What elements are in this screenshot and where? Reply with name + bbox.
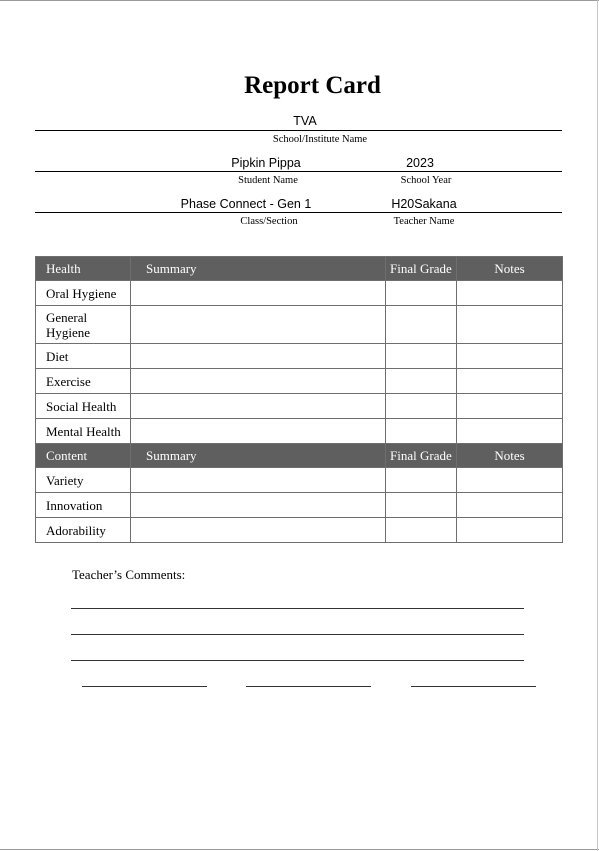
student-row-underline [35, 171, 562, 172]
table-row [36, 344, 563, 369]
header-cell: Notes [457, 444, 563, 468]
notes-cell[interactable] [457, 394, 563, 419]
page-right-border [597, 0, 598, 851]
summary-cell[interactable] [131, 419, 386, 444]
category-cell: Oral Hygiene [36, 281, 131, 306]
signature-line[interactable] [246, 686, 371, 687]
grade-cell[interactable] [386, 419, 457, 444]
category-cell: Diet [36, 344, 131, 369]
summary-cell[interactable] [131, 369, 386, 394]
category-cell: Adorability [36, 518, 131, 543]
signature-line[interactable] [82, 686, 207, 687]
category-cell: Mental Health [36, 419, 131, 444]
school-name-label: School/Institute Name [272, 134, 368, 145]
teacher-comments-label: Teacher’s Comments: [72, 567, 186, 582]
signature-line[interactable] [411, 686, 536, 687]
page-top-border [0, 0, 599, 1]
header-cell: Notes [457, 257, 563, 281]
table-row [36, 493, 563, 518]
summary-cell[interactable] [131, 281, 386, 306]
category-cell: Variety [36, 468, 131, 493]
health-header-row [36, 257, 563, 281]
grade-cell[interactable] [386, 394, 457, 419]
grade-cell[interactable] [386, 468, 457, 493]
table-row [36, 281, 563, 306]
student-name-label: Student Name [238, 175, 298, 186]
category-cell: Exercise [36, 369, 131, 394]
notes-cell[interactable] [457, 468, 563, 493]
header-cell: Health [36, 257, 131, 281]
table-row [36, 419, 563, 444]
notes-cell[interactable] [457, 344, 563, 369]
school-name-underline [35, 130, 562, 131]
summary-cell[interactable] [131, 468, 386, 493]
school-name-value: TVA [293, 114, 317, 128]
category-cell: General Hygiene [36, 306, 131, 344]
grade-cell[interactable] [386, 344, 457, 369]
summary-cell[interactable] [131, 493, 386, 518]
notes-cell[interactable] [457, 369, 563, 394]
teacher-name-label: Teacher Name [393, 216, 455, 227]
header-cell: Final Grade [386, 444, 457, 468]
grade-cell[interactable] [386, 369, 457, 394]
table-row [36, 468, 563, 493]
class-section-label: Class/Section [240, 216, 298, 227]
grade-cell[interactable] [386, 281, 457, 306]
content-header-row [36, 444, 563, 468]
table-row [36, 306, 563, 344]
grade-cell[interactable] [386, 493, 457, 518]
school-year-label: School Year [400, 175, 452, 186]
comment-line[interactable] [71, 634, 524, 635]
grades-table [35, 256, 563, 543]
teacher-name-value: H20Sakana [391, 197, 457, 211]
notes-cell[interactable] [457, 306, 563, 344]
page-title: Report Card [244, 72, 381, 99]
notes-cell[interactable] [457, 493, 563, 518]
page-bottom-border [0, 849, 599, 850]
category-cell: Social Health [36, 394, 131, 419]
summary-cell[interactable] [131, 394, 386, 419]
summary-cell[interactable] [131, 306, 386, 344]
table-row [36, 518, 563, 543]
header-cell: Summary [131, 444, 386, 468]
school-year-value: 2023 [406, 156, 434, 170]
comment-line[interactable] [71, 608, 524, 609]
header-cell: Summary [131, 257, 386, 281]
comment-line[interactable] [71, 660, 524, 661]
summary-cell[interactable] [131, 344, 386, 369]
table-row [36, 369, 563, 394]
header-cell: Content [36, 444, 131, 468]
table-row [36, 394, 563, 419]
notes-cell[interactable] [457, 419, 563, 444]
summary-cell[interactable] [131, 518, 386, 543]
student-name-value: Pipkin Pippa [231, 156, 301, 170]
grade-cell[interactable] [386, 518, 457, 543]
class-row-underline [35, 212, 562, 213]
grade-cell[interactable] [386, 306, 457, 344]
notes-cell[interactable] [457, 281, 563, 306]
category-cell: Innovation [36, 493, 131, 518]
class-section-value: Phase Connect - Gen 1 [180, 197, 312, 211]
header-cell: Final Grade [386, 257, 457, 281]
notes-cell[interactable] [457, 518, 563, 543]
